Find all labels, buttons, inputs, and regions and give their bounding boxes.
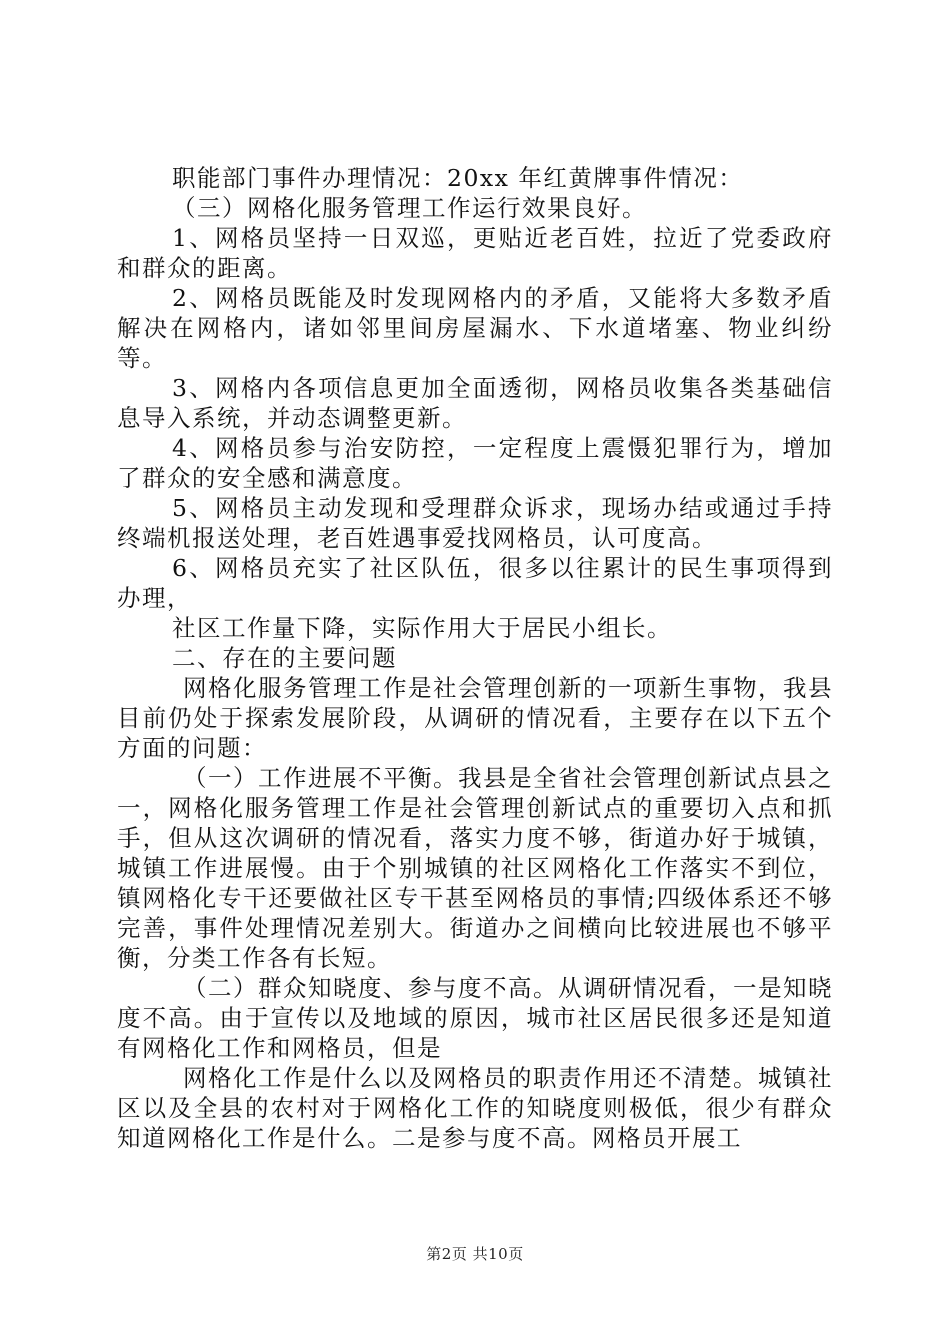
list-item-2: 2、网格员既能及时发现网格内的矛盾，又能将大多数矛盾解决在网格内，诸如邻里间房屋漏水、下水道堵塞、物业纠纷等。 [117, 284, 833, 372]
list-item-1: 1、网格员坚持一日双巡，更贴近老百姓，拉近了党委政府和群众的距离。 [117, 224, 833, 282]
heading-section-3: （三）网格化服务管理工作运行效果良好。 [172, 194, 647, 222]
list-item-6: 6、网格员充实了社区队伍，很多以往累计的民生事项得到办理， [117, 554, 833, 612]
heading-main-problems: 二、存在的主要问题 [172, 644, 397, 672]
paragraph-dept-events: 职能部门事件办理情况：20xx 年红黄牌事件情况： [172, 164, 744, 192]
list-item-3: 3、网格内各项信息更加全面透彻，网格员收集各类基础信息导入系统，并动态调整更新。 [117, 374, 833, 432]
paragraph-community-workload: 社区工作量下降，实际作用大于居民小组长。 [172, 614, 672, 642]
paragraph-problem-2-continued: 网格化工作是什么以及网格员的职责作用还不清楚。城镇社区以及全县的农村对于网格化工作的知晓度则极低，很少有群众知道网格化工作是什么。二是参与度不高。网格员开展工 [117, 1064, 833, 1152]
paragraph-problems-intro: 网格化服务管理工作是社会管理创新的一项新生事物，我县目前仍处于探索发展阶段，从调研的情况看，主要存在以下五个方面的问题： [117, 674, 833, 762]
page-footer: 第2页 共10页 [426, 1245, 524, 1263]
paragraph-problem-1: （一）工作进展不平衡。我县是全省社会管理创新试点县之一，网格化服务管理工作是社会管理创新试点的重要切入点和抓手，但从这次调研的情况看，落实力度不够，街道办好于城镇，城镇工作进展慢。由于个别城镇的社区网格化工作落实不到位，镇网格化专干还要做社区专干甚至网格员的事情;四级体系还不够完善，事件处理情况差别大。街道办之间横向比较进展也不够平衡，分类工作各有长短。 [117, 764, 833, 972]
list-item-4: 4、网格员参与治安防控，一定程度上震慑犯罪行为，增加了群众的安全感和满意度。 [117, 434, 833, 492]
paragraph-problem-2: （二）群众知晓度、参与度不高。从调研情况看，一是知晓度不高。由于宣传以及地域的原因，城市社区居民很多还是知道有网格化工作和网格员，但是 [117, 974, 833, 1062]
list-item-5: 5、网格员主动发现和受理群众诉求，现场办结或通过手持终端机报送处理，老百姓遇事爱找网格员，认可度高。 [117, 494, 833, 552]
document-body [117, 163, 833, 1153]
